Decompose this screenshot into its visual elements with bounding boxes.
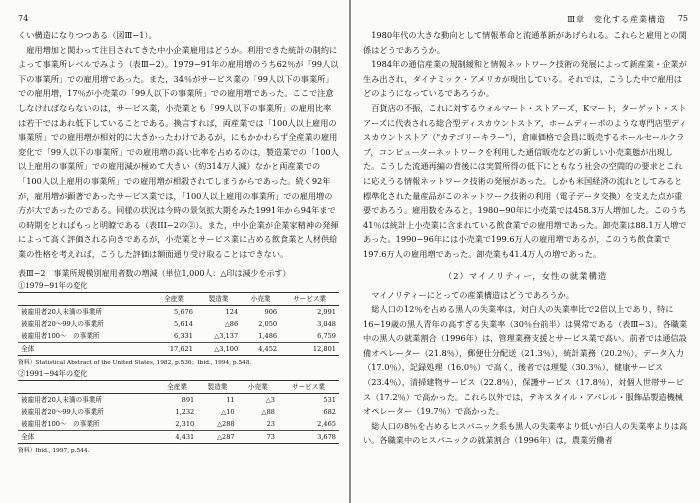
paragraph: 総人口の12％を占める黒人の失業率は，対白人の失業率比で2倍以上であり，特に16−19歳の黒人青年の高すぎる失業率（30％台前半）は異常である（表Ⅲ−3）。各職業中の黒人の就業割合（1996年）は，管理業務支援とサービス業で高い。前者では通信設備オペレーター（21.8％），郵便仕分配送（21.3％），統計業務（20.2％），データ入力（17.0％），記録処理（16.0％）で高く，後者では理髪（30.3％），健康サービス（23.4％），清掃建物サービス（22.8％），保護サービス（17.8％），対個人世帯サービス（17.2％）で高かった。これら以外では，テキスタイル・アパレル・服飾品製造機械オペレーター（19.7％）で高かった。 xyxy=(363,304,688,417)
table-total-row xyxy=(18,342,339,355)
table-row xyxy=(18,418,339,431)
table-col-header: 小売業 xyxy=(238,380,278,393)
table-row xyxy=(18,318,339,330)
table-cell: 891 xyxy=(181,395,195,404)
table-cell: 5,676 xyxy=(174,307,193,316)
table-cell: 1,486 xyxy=(258,331,278,340)
employment-table-1991-94 xyxy=(18,380,339,444)
table-source-note: 資料）Statistical Abstract of the United States, 1982, p.536；Ibid., 1994, p.548. xyxy=(18,359,252,366)
table-col-header: サービス業 xyxy=(280,292,339,305)
table-cell: △3,137 xyxy=(214,331,239,340)
table-total-row xyxy=(18,430,339,443)
paragraph: くい構造になりつつある（図Ⅲ−1）。 xyxy=(18,30,157,40)
table-cell: 682 xyxy=(323,407,336,416)
row-label: 全体 xyxy=(18,342,152,355)
table-cell: △287 xyxy=(197,430,237,443)
table-col-header: 製造業 xyxy=(197,380,237,393)
paragraph: 1980年代の大きな動向として情報革命と流通革新があげられる。これらと雇用との関係はどうであろうか。 xyxy=(363,30,687,55)
table-cell: 3,678 xyxy=(278,430,339,443)
table-col-header: 全産業 xyxy=(152,292,196,305)
page-number: 75 xyxy=(677,14,688,23)
row-label: 被雇用者20人未満の事業所 xyxy=(21,307,102,316)
left-page xyxy=(0,0,349,503)
table-cell: 2,465 xyxy=(317,419,336,428)
table-cell: △288 xyxy=(216,419,235,428)
table-cell: △3 xyxy=(265,395,275,404)
table-cell: 23 xyxy=(266,419,275,428)
table-panel-label: ②1991−94年の変化 xyxy=(18,368,88,378)
table-source-note: 資料）Ibid., 1997, p.544. xyxy=(18,447,90,454)
table-cell: 906 xyxy=(264,307,278,316)
table-panel-label: ①1979−91年の変化 xyxy=(18,280,88,290)
table-cell: △3,100 xyxy=(196,342,241,355)
table-cell: 3,048 xyxy=(317,319,336,328)
table-cell: 2,310 xyxy=(175,419,195,428)
right-body-text-top xyxy=(363,28,688,262)
left-body-text xyxy=(18,28,339,262)
table-cell: 17,621 xyxy=(152,342,196,355)
paragraph: 雇用増加と関わって注目されてきた中小企業雇用はどうか。利用できた統計の制約によって事業所レベルでみよう（表Ⅲ−2）。1979−91年の雇用増のうち62％が「99人以下の事業所」での雇用増であった。また，34％がサービス業の「99人以下の事業所」での雇用増，17％が小売業の「99人以下の事業所」での雇用増であった。ここで注意しなければならないのは，サービス業，小売業とも「99人以下の事業所」の雇用比率は若干ではあれ低下していることである。換言すれば，両産業では「100人以上雇用の事業所」での雇用増が相対的に大きかったわけであるが，にもかかわらず全産業の雇用変化で「99人以下の事業所」での雇用増の高い比率を占めるのは，製造業での「100人以上雇用の事業所」での雇用減が極めて大きい（約314万人減）なかと両産業での「100人以上雇用の事業所」での雇用増が相殺されてしまうからであった。続く92年が，雇用増が顕著であったサービス業では，「100人以上雇用の事業所」での雇用増の方が大であったのである。同様の状況は今時の景気拡大期をみた1991年から94年までの時期をとればもっと明瞭である（表III−2の②）。また，中小企業が企業家精神の発揮によって高く評価される向きであるが，小売業とサービス業に占める飲食業と人材供給業の性格を考えれば，こうした評価は額面通り受け取ることはできない。 xyxy=(18,44,339,259)
paragraph: 百貨店の不振，これに対するウォルマート・ストアーズ，Kマート，ターゲット・ストアーズに代表される総合型ディスカウントストア，ホームディーポのような専門店型ディスカウントストア（"カテゴリーキラー"），倉庫価格で会員に販売するホールセールクラブ，コンピューターネットワークを利用した通信販売などの新しい小売業態が出現した。こうした流通再編の背後には実質所得の低下にともなう社会の空間的の要求とこれに応えうる情報ネットワーク技術の発展があった。しかも米国経済の流れとしてみると標準化された量産品がこのネットワーク技術の利用（電子データ交換）を支えた点が重要であろう。雇用数をみると，1980−90年に小売業では458.3万人増加した。このうち41％は統計上小売業に含まれている飲食業での雇用増であった。卸売業は88.1万人増であった。1990−96年には小売業で199.6万人の雇用増であるが，このうち飲食業で197.6万人の雇用増であった。卸売業も41.4万人の増であった。 xyxy=(363,102,687,259)
page-number: 74 xyxy=(18,14,29,23)
section-heading: （2）マイノリティー，女性の就業構造 xyxy=(443,270,608,281)
table-cell: △10 xyxy=(221,407,235,416)
table-cell: 531 xyxy=(323,395,336,404)
paragraph: マイノリティーにとっての産業構造はどうであろうか。 xyxy=(371,289,574,300)
table-cell: 1,232 xyxy=(175,407,195,416)
table-col-header xyxy=(18,380,157,393)
paragraph: 総人口の8％を占めるヒスパニック系も黒人の失業率より低いが白人の失業率よりは高い。各職業中のヒスパニックの就業割合（1996年）は，農業労働者 xyxy=(363,420,688,446)
right-body-text-bottom xyxy=(363,288,688,449)
row-label: 被雇用者20人未満の事業所 xyxy=(21,395,102,404)
employment-table-1979-91 xyxy=(18,292,339,356)
table-cell: 11 xyxy=(226,395,235,404)
table-header-row xyxy=(18,292,339,305)
table-cell: 4,452 xyxy=(241,342,280,355)
row-label: 全体 xyxy=(18,430,157,443)
table-row xyxy=(18,406,339,418)
table-cell: △86 xyxy=(224,319,239,328)
table-row xyxy=(18,330,339,343)
left-page-header xyxy=(18,14,339,28)
table-title: 表Ⅲ−2 事業所規模別雇用者数の増減（単位1,000人：△印は減少を示す） xyxy=(18,268,291,278)
row-label: 被雇用者100〜 の事業所 xyxy=(21,419,100,428)
table-cell: △88 xyxy=(261,407,275,416)
row-label: 被雇用者20〜99人の事業所 xyxy=(21,319,104,328)
row-label: 被雇用者100〜 の事業所 xyxy=(21,331,100,340)
right-page xyxy=(351,0,700,503)
table-cell: 12,801 xyxy=(280,342,339,355)
table-cell: 73 xyxy=(238,430,278,443)
table-col-header: 全産業 xyxy=(157,380,197,393)
row-label: 被雇用者20〜99人の事業所 xyxy=(21,407,104,416)
table-cell: 2,991 xyxy=(317,307,336,316)
table-col-header: 小売業 xyxy=(241,292,280,305)
table-cell: 6,331 xyxy=(174,331,193,340)
table-row xyxy=(18,305,339,318)
table-cell: 4,431 xyxy=(157,430,197,443)
table-col-header: 製造業 xyxy=(196,292,241,305)
table-cell: 124 xyxy=(225,307,239,316)
table-col-header xyxy=(18,292,152,305)
running-head: Ⅲ章 変化する産業構造 xyxy=(567,15,666,24)
table-row xyxy=(18,393,339,406)
table-cell: 6,759 xyxy=(317,331,336,340)
table-cell: 2,050 xyxy=(258,319,278,328)
right-page-header xyxy=(363,14,688,28)
table-header-row xyxy=(18,380,339,393)
table-col-header: サービス業 xyxy=(278,380,339,393)
paragraph: 1984年の通信産業の規制緩和と情報ネットワーク技術の発展によって新産業・企業が生み出され，ダイナミック・アメリカが現出している。それでは，こうした中で雇用はどのようになっているであろうか。 xyxy=(363,59,687,99)
table-cell: 5,614 xyxy=(174,319,193,328)
